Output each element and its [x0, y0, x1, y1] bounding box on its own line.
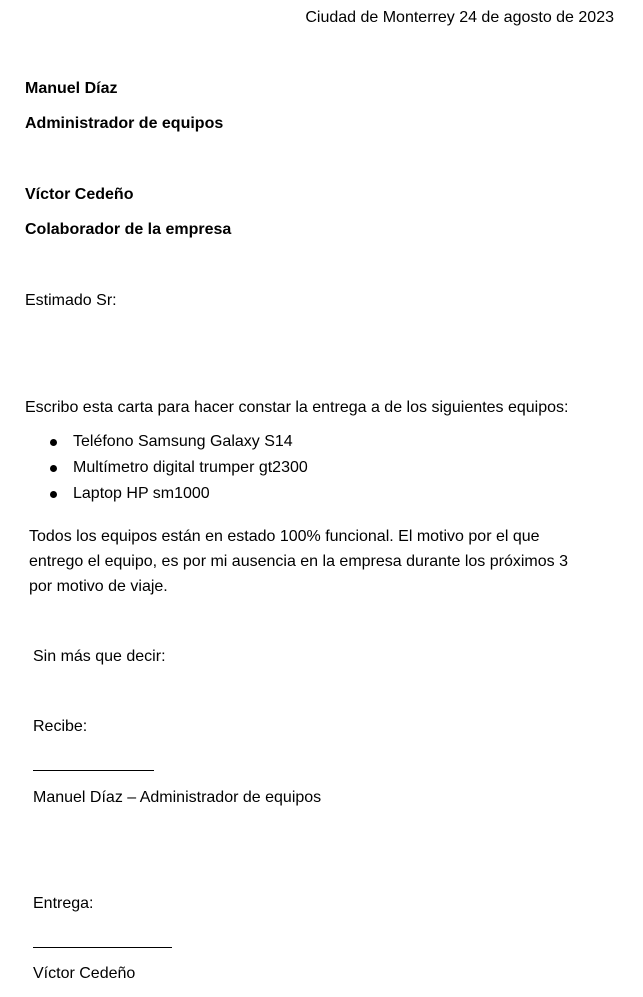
bullet-icon	[50, 491, 57, 498]
list-item-text: Laptop HP sm1000	[73, 485, 210, 502]
closing: Sin más que decir:	[33, 648, 166, 665]
receiver-signature: Manuel Díaz – Administrador de equipos	[33, 789, 322, 806]
list-item-text: Multímetro digital trumper gt2300	[73, 459, 308, 476]
recipient-name: Manuel Díaz	[25, 80, 118, 97]
deliverer-signature-line	[33, 947, 172, 948]
body-line: por motivo de viaje.	[29, 578, 168, 595]
receiver-signature-line	[33, 770, 154, 771]
list-item-text: Teléfono Samsung Galaxy S14	[73, 433, 293, 450]
bullet-icon	[50, 439, 57, 446]
deliverer-label: Entrega:	[33, 895, 94, 912]
body-line: Todos los equipos están en estado 100% funcional. El motivo por el que	[29, 528, 540, 545]
sender-title: Colaborador de la empresa	[25, 221, 232, 238]
greeting: Estimado Sr:	[25, 292, 117, 309]
receiver-label: Recibe:	[33, 718, 88, 735]
sender-name: Víctor Cedeño	[25, 186, 134, 203]
letter-date: Ciudad de Monterrey 24 de agosto de 2023	[305, 9, 614, 26]
recipient-title: Administrador de equipos	[25, 115, 224, 132]
intro-paragraph: Escribo esta carta para hacer constar la entrega a de los siguientes equipos:	[25, 399, 569, 416]
bullet-icon	[50, 465, 57, 472]
body-line: entrego el equipo, es por mi ausencia en la empresa durante los próximos 3	[29, 553, 568, 570]
deliverer-signature: Víctor Cedeño	[33, 965, 136, 982]
